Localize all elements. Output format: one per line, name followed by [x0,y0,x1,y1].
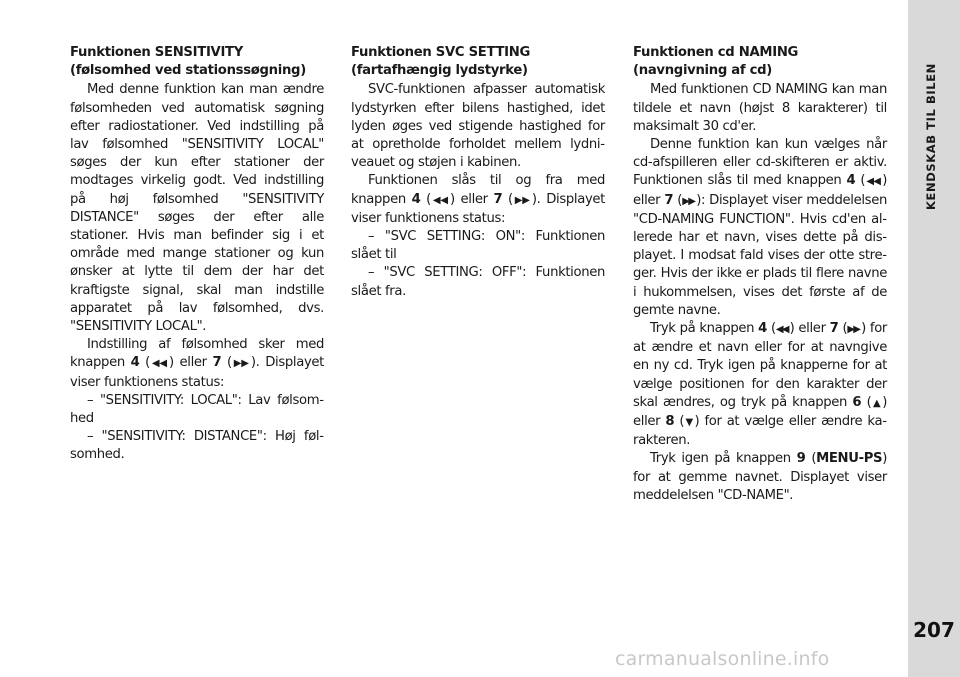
down-arrow-icon: ▼ [684,417,693,429]
button-number: 4 [130,355,140,371]
chapter-title: KENDSKAB TIL BILEN [924,63,938,210]
watermark: carmanualsonline.info [615,648,830,670]
button-number: 7 [493,191,503,207]
rewind-icon: ◀◀ [865,176,881,188]
menu-ps-label: MENU-PS [816,451,883,467]
forward-icon: ▶▶ [847,324,860,336]
forward-icon: ▶▶ [231,358,249,370]
paragraph-button-instructions: Indstilling af følsomhed sker med knappen 4 (◀◀ ) eller 7 (▶▶ ). Displayet viser funktionens status: [70,337,324,390]
rewind-icon: ◀◀ [430,194,448,206]
button-number: 4 [758,321,767,337]
column-cd-naming [633,44,887,505]
paragraph-button-instructions: Funktionen slås til og fra med knappen 4 (◀◀ ) eller 7 (▶▶ ). Displayet viser funktionens status: [351,173,605,226]
heading-subline: (følsomhed ved stationssøgning) [70,63,306,79]
button-number: 7 [829,321,839,337]
paragraph: Med denne funktion kan man ændre følsomheden ved automatisk søgning efter radiostationer. Ved indstilling på lav følsomhed "SENSITIVITY LOCAL" søges der kun efter stationer der modtages virkelig godt. Ved indstilling på høj følsomhed "SENSITIVITY DISTANCE" søges der efter alle stationer. Hvis man befinder sig i et område med mange stationer og kun ønsker at lytte til dem der har det kraftigste signal, skal man indstille apparatet på lav følsomhed, dvs. "SENSITIVITY LOCAL". [70,82,324,335]
up-arrow-icon: ▲ [871,397,881,409]
forward-icon: ▶▶ [512,194,530,206]
column-svc-setting [351,44,605,301]
status-item: – "SVC SETTING: OFF": Funktionen slået fra. [351,265,605,299]
button-number: 9 [796,451,806,467]
rewind-icon: ◀◀ [149,358,167,370]
heading-line: Funktionen SENSITIVITY [70,45,244,60]
page-number: 207 [913,618,955,642]
section-heading [633,44,887,80]
button-number: 7 [664,192,674,208]
button-number: 4 [411,191,421,207]
heading-subline: (navngivning af cd) [633,63,772,79]
paragraph-button-instructions: Tryk igen på knappen 9 (MENU-PS) for at gemme navnet. Displayet viser meddelelsen "CD-NAME". [633,451,887,503]
heading-line: Funktionen SVC SETTING [351,45,531,60]
button-number: 4 [846,173,856,189]
paragraph: Med funktionen CD NAMING kan man tildele et navn (højst 8 karakterer) til maksimalt 30 cd'er. [633,82,887,134]
paragraph-button-instructions: Tryk på knappen 4 (◀◀ ) eller 7 (▶▶ ) for at ændre et navn eller for at navngive en ny cd. Tryk igen på knapperne for at vælge positionen for den karakter der skal ændres, og tryk på knappen 6 (▲ ) eller 8 (▼ ) for at vælge eller ændre karakteren. [633,321,887,449]
status-item: – "SENSITIVITY: LOCAL": Lav følsomhed [70,392,324,427]
heading-line: Funktionen cd NAMING [633,45,799,60]
rewind-icon: ◀◀ [775,324,788,336]
paragraph: SVC-funktionen afpasser automatisk lydstyrken efter bilens hastighed, idet lyden øges ved stigende hastighed for at opretholde forholdet mellem lydniveauet og støjen i kabinen. [351,82,605,171]
button-number: 7 [212,355,222,371]
section-heading [351,44,605,80]
button-number: 8 [665,414,675,430]
button-number: 6 [852,394,862,410]
status-item: – "SENSITIVITY: DISTANCE": Høj følsomhed. [70,429,324,463]
heading-subline: (fartafhængig lydstyrke) [351,63,528,79]
status-item: – "SVC SETTING: ON": Funktionen slået til [351,229,605,263]
paragraph-button-instructions: Denne funktion kan kun vælges når cd-afspilleren eller cd-skifteren er aktiv. Funktionen slås til med knappen 4 (◀◀ ) eller 7 (▶▶ ): Displayet viser meddelelsen "CD-NAMING FUNCTION". Hvis cd'en allerede har et navn, vises dette på displayet. I modsat fald vises der otte streger. Hvis der ikke er plads til flere navne i hukommelsen, vises det første af de gemte navne. [633,137,887,318]
section-heading [70,44,324,80]
forward-icon: ▶▶ [682,195,695,207]
column-sensitivity [70,44,324,465]
